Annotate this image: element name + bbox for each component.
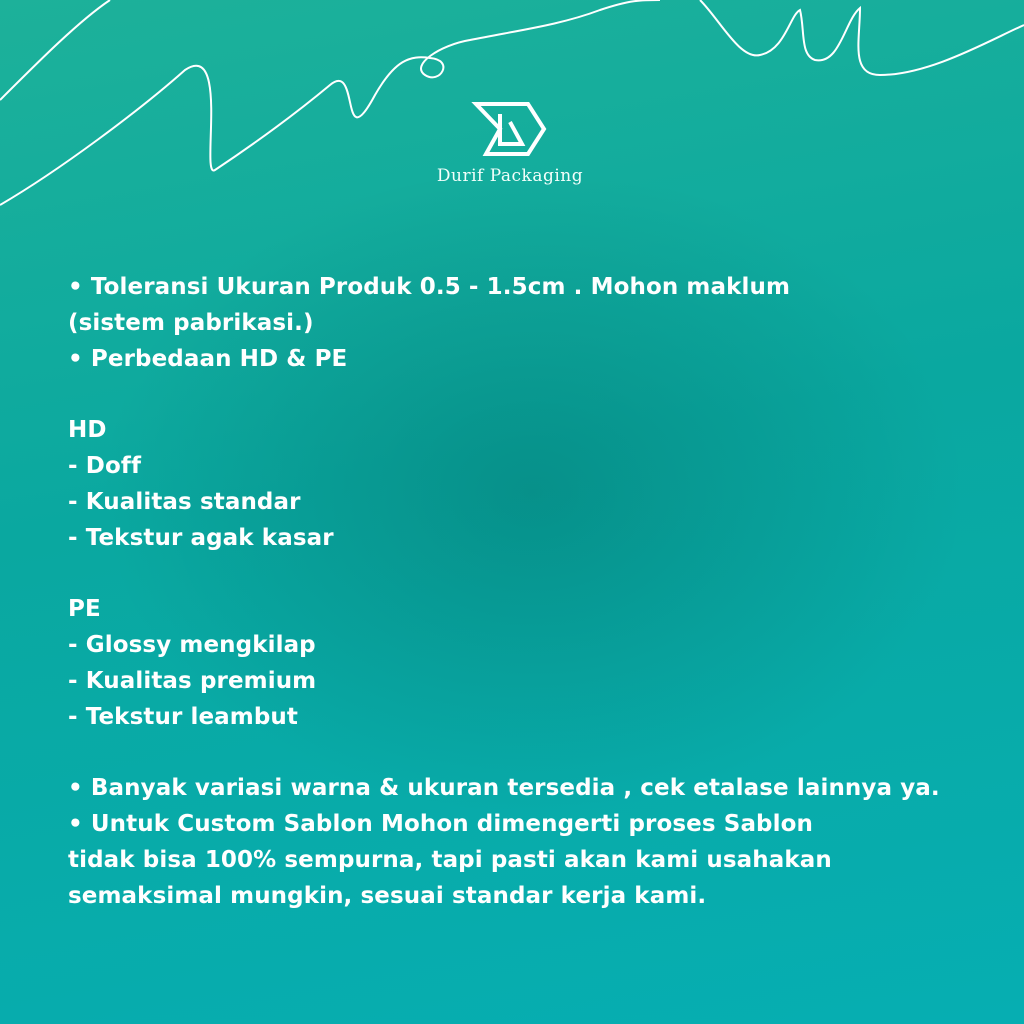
brand-logo (410, 100, 610, 200)
pe-item: - Tekstur leambut (68, 703, 298, 730)
sablon-line-3: semaksimal mungkin, sesuai standar kerja kami. (68, 882, 707, 909)
tolerance-line-2: (sistem pabrikasi.) (68, 309, 314, 336)
spacer (68, 556, 1018, 592)
hd-item: - Doff (68, 452, 142, 479)
hd-heading: HD (68, 417, 107, 444)
sablon-line-1: • Untuk Custom Sablon Mohon dimengerti proses Sablon (68, 810, 813, 837)
info-text-block (68, 270, 1018, 914)
durif-d-logo-icon (470, 100, 550, 158)
variety-line: • Banyak variasi warna & ukuran tersedia , cek etalase lainnya ya. (68, 775, 940, 802)
pe-heading: PE (68, 596, 101, 623)
hd-item: - Tekstur agak kasar (68, 524, 334, 551)
difference-title: • Perbedaan HD & PE (68, 345, 348, 372)
pe-item: - Kualitas premium (68, 667, 317, 694)
spacer (68, 735, 1018, 771)
brand-name: Durif Packaging (436, 166, 584, 186)
hd-item: - Kualitas standar (68, 488, 301, 515)
spacer (68, 377, 1018, 413)
pe-item: - Glossy mengkilap (68, 631, 316, 658)
sablon-line-2: tidak bisa 100% sempurna, tapi pasti akan kami usahakan (68, 846, 832, 873)
tolerance-line-1: • Toleransi Ukuran Produk 0.5 - 1.5cm . Mohon maklum (68, 274, 791, 300)
